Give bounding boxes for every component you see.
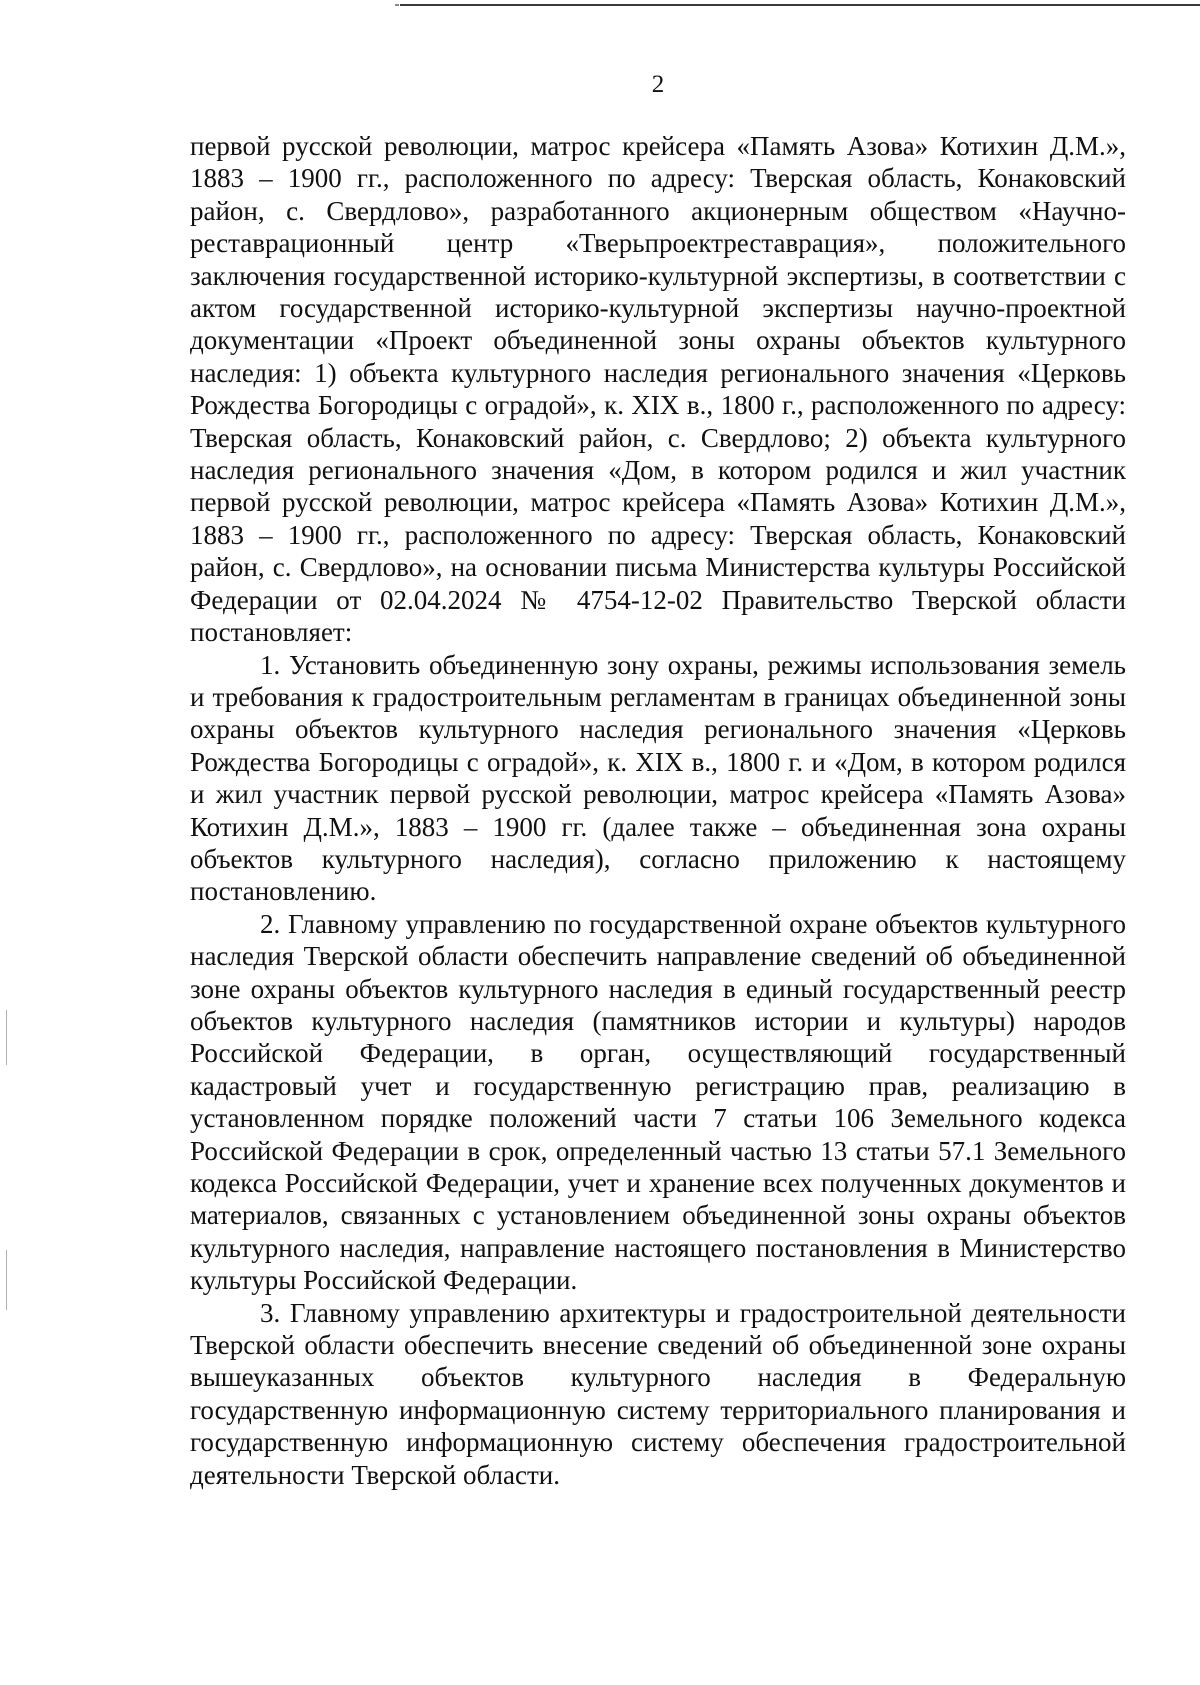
paragraph-item-1: 1. Установить объединенную зону охраны, режимы использования земель и требования к градостроительным регламентам в границах объединенной зоны охраны объектов культурного наследия регионального значения «Церковь Рождества Богородицы с оградой», к. XIX в., 1800 г. и «Дом, в котором родился и жил участник первой русской революции, матрос крейсера «Память Азова» Котихин Д.М.», 1883 – 1900 гг. (далее также – объединенная зона охраны объектов культурного наследия), согласно приложению к настоящему постановлению. <box>190 649 1126 907</box>
document-body <box>190 130 1126 1491</box>
scan-edge-mark <box>6 1250 7 1310</box>
paragraph-item-3: 3. Главному управлению архитектуры и градостроительной деятельности Тверской области обеспечить внесение сведений об объединенной зоне охраны вышеуказанных объектов культурного наследия в Федеральную государственную информационную систему территориального планирования и государственную информационную систему обеспечения градостроительной деятельности Тверской области. <box>190 1297 1126 1490</box>
scan-edge-mark <box>6 1010 7 1065</box>
scan-top-edge-line <box>400 4 1200 6</box>
paragraph-intro: первой русской революции, матрос крейсера «Память Азова» Котихин Д.М.», 1883 – 1900 гг., расположенного по адресу: Тверская область, Конаковский район, с. Свердлово», разработанного акционерным обществом «Научно-реставрационный центр «Тверьпроектреставрация», положительного заключения государственной историко-культурной экспертизы, в соответствии с актом государственной историко-культурной экспертизы научно-проектной документации «Проект объединенной зоны охраны объектов культурного наследия: 1) объекта культурного наследия регионального значения «Церковь Рождества Богородицы с оградой», к. XIX в., 1800 г., расположенного по адресу: Тверская область, Конаковский район, с. Свердлово; 2) объекта культурного наследия регионального значения «Дом, в котором родился и жил участник первой русской революции, матрос крейсера «Память Азова» Котихин Д.М.», 1883 – 1900 гг., расположенного по адресу: Тверская область, Конаковский район, с. Свердлово», на основании письма Министерства культуры Российской Федерации от 02.04.2024 № 4754-12-02 Правительство Тверской области постановляет: <box>190 131 1126 648</box>
paragraph-item-2: 2. Главному управлению по государственной охране объектов культурного наследия Тверской области обеспечить направление сведений об объединенной зоне охраны объектов культурного наследия в единый государственный реестр объектов культурного наследия (памятников истории и культуры) народов Российской Федерации, в орган, осуществляющий государственный кадастровый учет и государственную регистрацию прав, реализацию в установленном порядке положений части 7 статьи 106 Земельного кодекса Российской Федерации в срок, определенный частью 13 статьи 57.1 Земельного кодекса Российской Федерации, учет и хранение всех полученных документов и материалов, связанных с установлением объединенной зоны охраны объектов культурного наследия, направление настоящего постановления в Министерство культуры Российской Федерации. <box>190 908 1126 1296</box>
page-number: 2 <box>651 71 665 98</box>
